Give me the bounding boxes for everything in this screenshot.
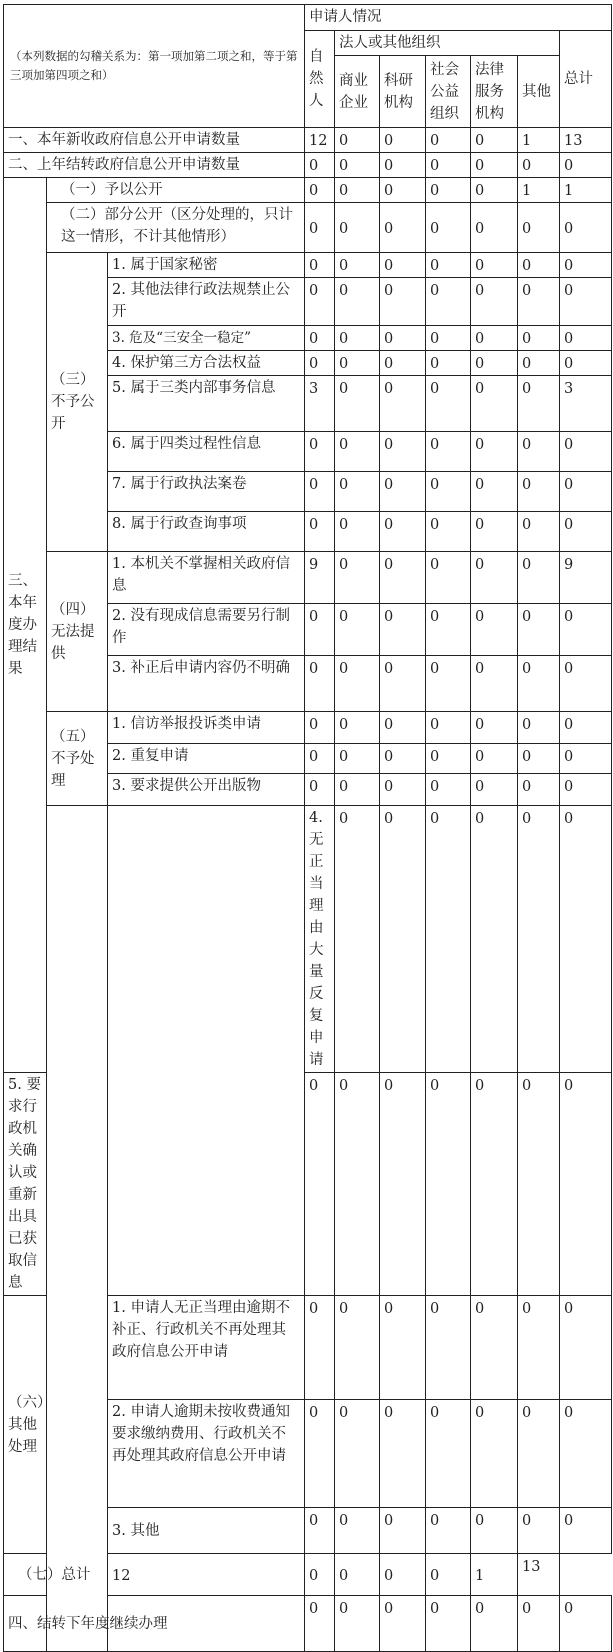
value-cell: 1	[518, 128, 560, 153]
value-cell: 0	[426, 1596, 471, 1652]
value-cell: 0	[380, 656, 426, 712]
value-cell: 12	[305, 128, 335, 153]
value-cell: 0	[305, 326, 335, 351]
value-cell: 0	[518, 376, 560, 432]
value-cell: 0	[560, 153, 612, 178]
value-cell: 0	[471, 1073, 518, 1296]
value-cell: 0	[335, 1596, 380, 1652]
value-cell: 0	[305, 604, 335, 656]
row-label: 2. 没有现成信息需要另行制作	[108, 604, 305, 656]
value-cell: 9	[305, 552, 335, 604]
value-cell: 0	[471, 278, 518, 326]
value-cell: 0	[560, 1296, 612, 1400]
value-cell: 0	[518, 552, 560, 604]
value-cell: 0	[305, 278, 335, 326]
research-header: 科研机构	[380, 56, 426, 128]
value-cell: 0	[380, 604, 426, 656]
value-cell: 0	[335, 1554, 380, 1596]
value-cell: 0	[335, 1400, 380, 1508]
value-cell: 0	[471, 376, 518, 432]
value-cell: 0	[471, 1508, 518, 1554]
value-cell: 0	[471, 656, 518, 712]
value-cell: 0	[518, 1073, 560, 1296]
table-row	[4, 1554, 612, 1596]
value-cell: 0	[518, 472, 560, 512]
value-cell: 0	[560, 351, 612, 376]
social-header: 社会公益组织	[426, 56, 471, 128]
value-cell: 0	[380, 1596, 426, 1652]
value-cell: 0	[380, 153, 426, 178]
value-cell: 0	[305, 351, 335, 376]
value-cell: 0	[471, 1296, 518, 1400]
value-cell: 0	[335, 128, 380, 153]
value-cell: 1	[471, 1554, 518, 1596]
table-row	[4, 153, 612, 178]
value-cell: 0	[305, 253, 335, 278]
value-cell: 0	[426, 376, 471, 432]
value-cell: 0	[335, 656, 380, 712]
value-cell: 0	[380, 744, 426, 774]
value-cell: 0	[380, 806, 426, 1073]
other-header: 其他	[518, 56, 560, 128]
value-cell: 0	[518, 774, 560, 806]
value-cell: 0	[426, 552, 471, 604]
table-row	[4, 1596, 612, 1652]
value-cell: 13	[560, 128, 612, 153]
natural-person-header: 自然人	[305, 31, 335, 128]
value-cell: 0	[335, 326, 380, 351]
row-label: （一）予以公开	[47, 178, 305, 203]
row-label: 2. 重复申请	[108, 744, 305, 774]
table-row	[4, 806, 612, 1073]
value-cell: 0	[518, 351, 560, 376]
value-cell: 0	[335, 178, 380, 203]
row-label: （七）总计	[4, 1554, 108, 1596]
value-cell: 0	[471, 153, 518, 178]
group-spacer	[108, 806, 305, 1296]
value-cell: 0	[518, 806, 560, 1073]
value-cell: 0	[426, 1296, 471, 1400]
value-cell: 0	[426, 203, 471, 253]
value-cell: 0	[426, 351, 471, 376]
value-cell: 3	[560, 376, 612, 432]
value-cell: 0	[560, 512, 612, 552]
value-cell: 0	[335, 376, 380, 432]
value-cell: 0	[518, 278, 560, 326]
row-label: （二）部分公开（区分处理的，只计这一情形，不计其他情形）	[47, 203, 305, 253]
value-cell: 0	[305, 1073, 335, 1296]
value-cell: 0	[426, 472, 471, 512]
value-cell: 0	[471, 744, 518, 774]
value-cell: 0	[471, 712, 518, 744]
row-label: 4. 保护第三方合法权益	[108, 351, 305, 376]
value-cell: 0	[305, 1296, 335, 1400]
row-label: 4. 无正当理由大量反复申请	[305, 806, 335, 1073]
value-cell: 0	[560, 472, 612, 512]
value-cell: 0	[305, 432, 335, 472]
value-cell: 0	[426, 712, 471, 744]
value-cell: 0	[305, 203, 335, 253]
value-cell: 0	[380, 1400, 426, 1508]
group-label-s3-5: （五）不予处理	[47, 712, 108, 806]
value-cell: 0	[305, 656, 335, 712]
value-cell: 0	[426, 1400, 471, 1508]
section3-label: 三、本年度办理结果	[4, 178, 47, 1073]
value-cell: 0	[518, 1596, 560, 1652]
row-label: 3. 要求提供公开出版物	[108, 774, 305, 806]
value-cell: 0	[560, 278, 612, 326]
value-cell: 0	[426, 1508, 471, 1554]
value-cell: 0	[426, 1073, 471, 1296]
value-cell: 0	[305, 774, 335, 806]
value-cell: 0	[335, 351, 380, 376]
value-cell: 0	[335, 253, 380, 278]
value-cell: 0	[518, 153, 560, 178]
row-label: 2. 申请人逾期未按收费通知要求缴纳费用、行政机关不再处理其政府信息公开申请	[108, 1400, 305, 1508]
value-cell: 0	[518, 656, 560, 712]
value-cell: 0	[426, 278, 471, 326]
legal-org-header: 法人或其他组织	[335, 31, 560, 56]
value-cell: 0	[426, 744, 471, 774]
group-label-s3-3: （三）不予公开	[47, 253, 108, 552]
value-cell: 1	[560, 178, 612, 203]
value-cell: 0	[518, 744, 560, 774]
row-label: 3. 危及“三安全一稳定”	[108, 326, 305, 351]
value-cell: 0	[335, 1073, 380, 1296]
table-row	[4, 203, 612, 253]
value-cell: 0	[426, 326, 471, 351]
value-cell: 0	[471, 128, 518, 153]
value-cell: 0	[471, 432, 518, 472]
legal-service-header: 法律服务机构	[471, 56, 518, 128]
row-label: 5. 属于三类内部事务信息	[108, 376, 305, 432]
value-cell: 0	[518, 1508, 560, 1554]
value-cell: 0	[380, 351, 426, 376]
value-cell: 0	[305, 712, 335, 744]
value-cell: 0	[518, 326, 560, 351]
value-cell: 0	[426, 656, 471, 712]
value-cell: 12	[108, 1554, 305, 1596]
total-header: 总计	[560, 31, 612, 128]
value-cell: 0	[335, 432, 380, 472]
value-cell: 0	[380, 253, 426, 278]
row-label: 2. 其他法律行政法规禁止公开	[108, 278, 305, 326]
value-cell: 0	[380, 1296, 426, 1400]
value-cell: 0	[471, 806, 518, 1073]
value-cell: 0	[560, 1073, 612, 1296]
value-cell: 0	[380, 1508, 426, 1554]
value-cell: 0	[426, 253, 471, 278]
value-cell: 0	[305, 1596, 335, 1652]
row-label: 1. 申请人无正当理由逾期不补正、行政机关不再处理其政府信息公开申请	[108, 1296, 305, 1400]
value-cell: 0	[471, 604, 518, 656]
business-header: 商业企业	[335, 56, 380, 128]
value-cell: 0	[471, 203, 518, 253]
row-label: 1. 本机关不掌握相关政府信息	[108, 552, 305, 604]
value-cell: 0	[560, 1400, 612, 1508]
value-cell: 0	[335, 604, 380, 656]
row-label: 二、上年结转政府信息公开申请数量	[4, 153, 305, 178]
value-cell: 0	[560, 774, 612, 806]
value-cell: 0	[305, 178, 335, 203]
row-label: 6. 属于四类过程性信息	[108, 432, 305, 472]
value-cell: 0	[380, 203, 426, 253]
value-cell: 0	[335, 153, 380, 178]
row-label: 5. 要求行政机关确认或重新出具已获取信息	[4, 1073, 47, 1296]
value-cell: 0	[335, 774, 380, 806]
row-label: 3. 补正后申请内容仍不明确	[108, 656, 305, 712]
value-cell: 9	[560, 552, 612, 604]
value-cell: 0	[426, 128, 471, 153]
value-cell: 0	[471, 326, 518, 351]
value-cell: 0	[335, 472, 380, 512]
group-label-s3-4: （四）无法提供	[47, 552, 108, 712]
value-cell: 0	[471, 351, 518, 376]
value-cell: 0	[426, 178, 471, 203]
value-cell: 0	[560, 253, 612, 278]
value-cell: 0	[426, 512, 471, 552]
value-cell: 0	[518, 1400, 560, 1508]
value-cell: 3	[305, 376, 335, 432]
value-cell: 0	[305, 512, 335, 552]
value-cell: 0	[518, 432, 560, 472]
value-cell: 0	[471, 774, 518, 806]
value-cell: 0	[426, 432, 471, 472]
value-cell: 0	[471, 253, 518, 278]
value-cell: 0	[380, 1073, 426, 1296]
group-label-s3-6: （六）其他处理	[4, 1296, 47, 1554]
value-cell: 0	[305, 1554, 335, 1596]
value-cell: 0	[380, 278, 426, 326]
table-row	[4, 552, 612, 604]
value-cell: 0	[335, 806, 380, 1073]
value-cell: 0	[335, 744, 380, 774]
value-cell: 0	[471, 552, 518, 604]
value-cell: 0	[426, 153, 471, 178]
value-cell: 0	[335, 1296, 380, 1400]
value-cell: 0	[335, 712, 380, 744]
table-row	[4, 712, 612, 744]
value-cell: 0	[560, 604, 612, 656]
row-label: 3. 其他	[108, 1508, 305, 1554]
row-label: 8. 属于行政查询事项	[108, 512, 305, 552]
value-cell: 0	[380, 432, 426, 472]
table-row	[4, 128, 612, 153]
value-cell: 0	[471, 1400, 518, 1508]
value-cell: 0	[471, 178, 518, 203]
value-cell: 0	[335, 512, 380, 552]
value-cell: 0	[305, 472, 335, 512]
value-cell: 0	[518, 203, 560, 253]
value-cell: 0	[560, 1508, 612, 1554]
value-cell: 0	[560, 744, 612, 774]
section3-continuation	[47, 806, 108, 1652]
statistics-table	[3, 4, 612, 1652]
value-cell: 0	[380, 1554, 426, 1596]
value-cell: 0	[518, 253, 560, 278]
value-cell: 1	[518, 178, 560, 203]
applicant-header: 申请人情况	[305, 5, 612, 31]
value-cell: 0	[518, 1296, 560, 1400]
value-cell: 0	[335, 203, 380, 253]
value-cell: 0	[471, 1596, 518, 1652]
value-cell: 0	[380, 376, 426, 432]
value-cell: 13	[518, 1554, 560, 1596]
value-cell: 0	[380, 712, 426, 744]
value-cell: 0	[471, 472, 518, 512]
value-cell: 0	[426, 604, 471, 656]
value-cell: 0	[518, 512, 560, 552]
value-cell: 0	[380, 774, 426, 806]
value-cell: 0	[560, 1596, 612, 1652]
value-cell: 0	[380, 552, 426, 604]
value-cell: 0	[305, 1400, 335, 1508]
value-cell: 0	[335, 1508, 380, 1554]
value-cell: 0	[380, 128, 426, 153]
row-label: 7. 属于行政执法案卷	[108, 472, 305, 512]
value-cell: 0	[518, 604, 560, 656]
value-cell: 0	[335, 552, 380, 604]
value-cell: 0	[426, 1554, 471, 1596]
value-cell: 0	[305, 1508, 335, 1554]
value-cell: 0	[560, 203, 612, 253]
value-cell: 0	[426, 774, 471, 806]
row-label: 1. 信访举报投诉类申请	[108, 712, 305, 744]
value-cell: 0	[305, 744, 335, 774]
value-cell: 0	[518, 712, 560, 744]
value-cell: 0	[305, 153, 335, 178]
value-cell: 0	[380, 178, 426, 203]
table-row	[4, 253, 612, 278]
value-cell: 0	[335, 278, 380, 326]
value-cell: 0	[380, 472, 426, 512]
value-cell: 0	[560, 326, 612, 351]
table-row	[4, 178, 612, 203]
value-cell: 0	[560, 712, 612, 744]
note-cell: （本列数据的勾稽关系为：第一项加第二项之和，等于第三项加第四项之和）	[4, 5, 305, 128]
row-label: 1. 属于国家秘密	[108, 253, 305, 278]
value-cell: 0	[380, 326, 426, 351]
row-label: 四、结转下年度继续办理	[4, 1596, 305, 1652]
value-cell: 0	[560, 656, 612, 712]
value-cell: 0	[426, 806, 471, 1073]
value-cell: 0	[560, 432, 612, 472]
row-label: 一、本年新收政府信息公开申请数量	[4, 128, 305, 153]
value-cell: 0	[560, 806, 612, 1073]
value-cell: 0	[471, 512, 518, 552]
value-cell: 0	[380, 512, 426, 552]
